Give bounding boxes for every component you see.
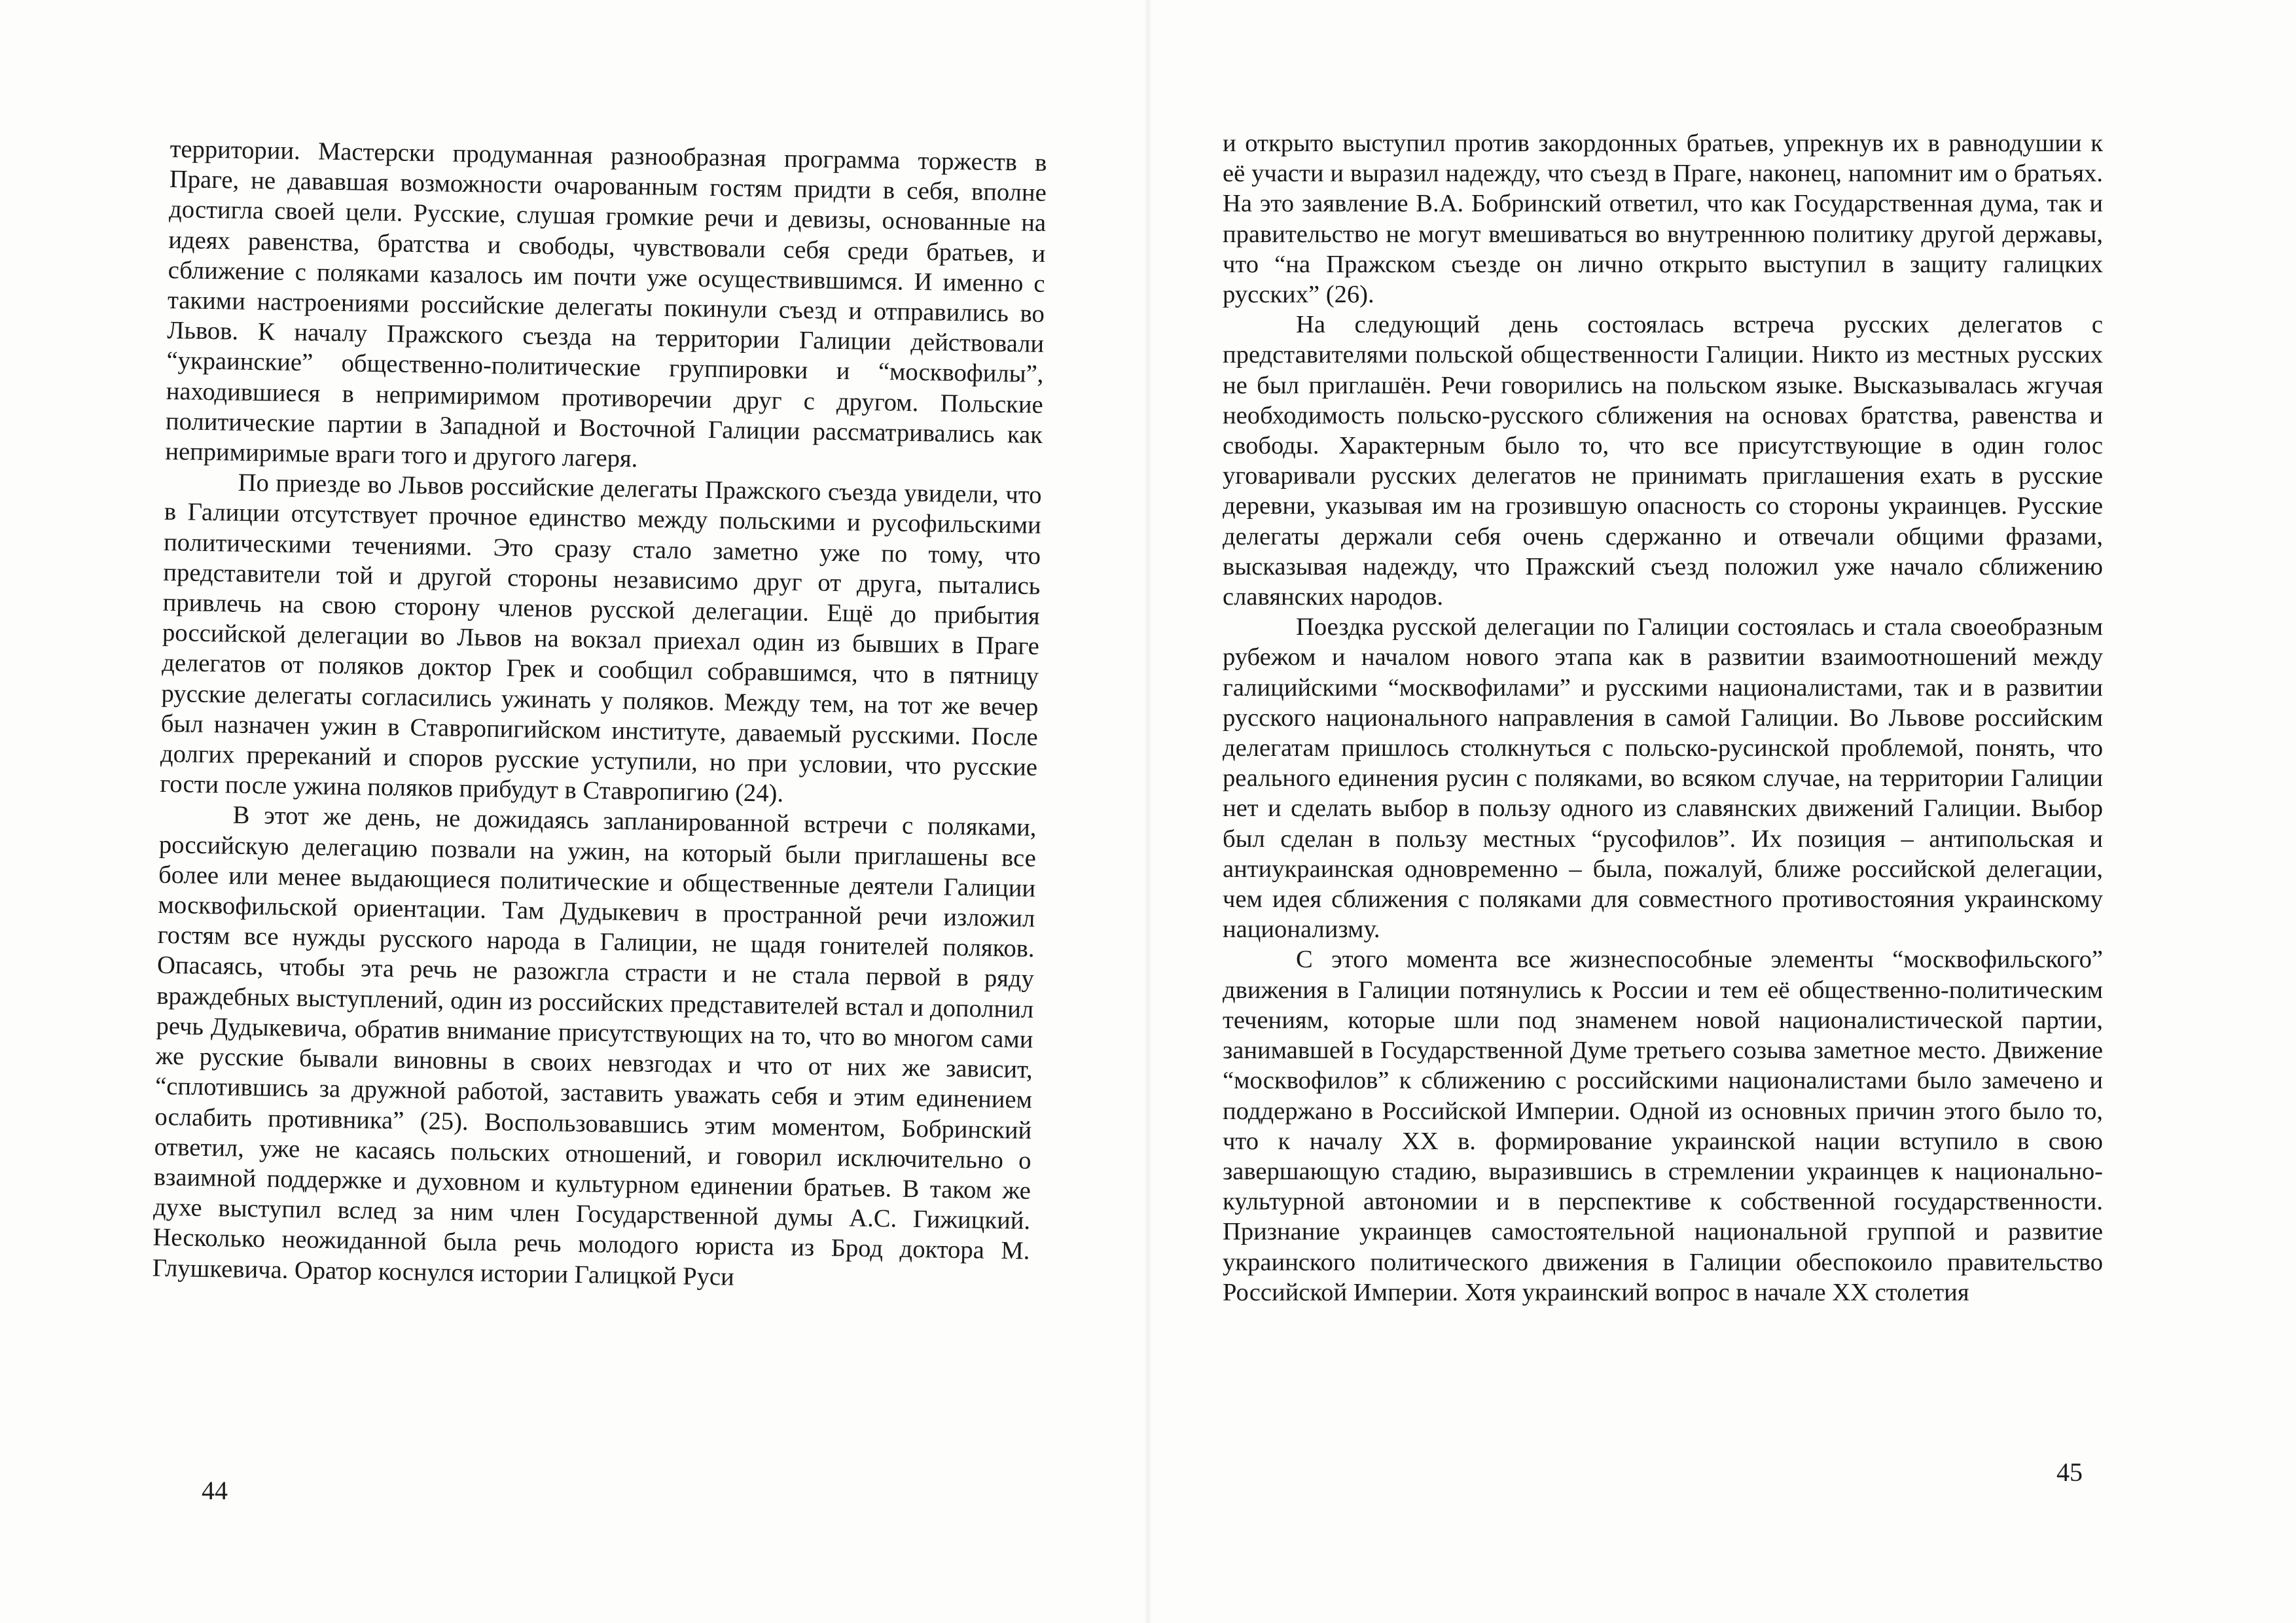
- right-paragraph-3: Поездка русской делегации по Галиции состоялась и стала своеобразным рубежом и началом нового этапа как в развитии взаимоотношений между галицийскими “москвофилами” и русскими националистами, так и в развитии русского национального направления в самой Галиции. Во Львове российским делегатам пришлось столкнуться с польско-русинской проблемой, понять, что реального единения русин с поляками, во всяком случае, на территории Галиции нет и сделать выбор в пользу одного из славянских движений Галиции. Выбор был сделан в пользу местных “русофилов”. Их позиция – антипольская и антиукраинская одновременно – была, пожалуй, ближе российской делегации, чем идея сближения с поляками для совместного противостояния украинскому национализму.: [1223, 613, 2103, 944]
- right-page: [1223, 128, 2103, 1308]
- book-gutter: [1144, 0, 1152, 1623]
- left-paragraph-3: В этот же день, не дожидаясь запланированной встречи с поляками, российскую делегацию позвали на ужин, на который были приглашены все более или менее выдающиеся политические и общественные деятели Галиции москвофильской ориентации. Там Дудыкевич в пространной речи изложил гостям все нужды русского народа в Галиции, не щадя гонителей поляков. Опасаясь, чтобы эта речь не разожгла страсти и не стала первой в ряду враждебных выступлений, один из российских представителей встал и дополнил речь Дудыкевича, обратив внимание присутствующих на то, что во многом сами же русские бывали виновны в своих невзгодах и что от них же зависит, “сплотившись за дружной работой, заставить уважать себя и этим единением ослабить противника” (25). Воспользовавшись этим моментом, Бобринский ответил, уже не касаясь польских отношений, и говорил исключительно о взаимной поддержке и духовном и культурном единении братьев. В таком же духе выступил вслед за ним член Государственной думы А.С. Гижицкий. Несколько неожиданной была речь молодого юриста из Брод доктора М. Глушкевича. Оратор коснулся истории Галицкой Руси: [152, 802, 1037, 1291]
- right-paragraph-4: С этого момента все жизнеспособные элементы “москвофильского” движения в Галиции потянулись к России и тем её общественно-политическим течениям, которые шли под знаменем новой националистической партии, занимавшей в Государственной Думе третьего созыва заметное место. Движение “москвофилов” к сближению с российскими националистами было замечено и поддержано в Российской Империи. Одной из основных причин этого было то, что к началу XX в. формирование украинской нации вступило в свою завершающую стадию, выразившись в стремлении украинцев к национально-культурной автономии и в перспективе к собственной государственности. Признание украинцев самостоятельной национальной группой и развитие украинского политического движения в Галиции обеспокоило правительство Российской Империи. Хотя украинский вопрос в начале XX столетия: [1223, 946, 2103, 1306]
- right-page-number: 45: [2056, 1457, 2083, 1487]
- right-paragraph-2: На следующий день состоялась встреча русских делегатов с представителями польской общественности Галиции. Никто из местных русских не был приглашён. Речи говорились на польском языке. Высказывалась жгучая необходимость польско-русского сближения на основах братства, равенства и свободы. Характерным было то, что все присутствующие в один голос уговаривали русских делегатов не принимать приглашения ехать в русские деревни, указывая им на грозившую опасность со стороны украинцев. Русские делегаты держали себя очень сдержанно и отвечали общими фразами, высказывая надежду, что Пражский съезд положил уже начало сближению славянских народов.: [1223, 311, 2103, 611]
- left-page-number: 44: [202, 1476, 228, 1505]
- left-page: [152, 134, 1047, 1297]
- left-paragraph-2: По приезде во Львов российские делегаты Пражского съезда увидели, что в Галиции отсутствует прочное единство между польскими и русофильскими политическими течениями. Это сразу стало заметно уже по тому, что представители той и другой стороны независимо друг от друга, пытались привлечь на свою сторону членов русской делегации. Ещё до прибытия российской делегации во Львов на вокзал приехал один из бывших в Праге делегатов от поляков доктор Грек и сообщил собравшимся, что в пятницу русские делегаты согласились ужинать у поляков. Между тем, на тот же вечер был назначен ужин в Ставропигийском институте, даваемый русскими. После долгих пререканий и споров русские уступили, но при условии, что русские гости после ужина поляков прибудут в Ставропигию (24).: [160, 469, 1042, 808]
- right-paragraph-1: и открыто выступил против закордонных братьев, упрекнув их в равнодушии к её участи и выразил надежду, что съезд в Праге, наконец, напомнит им о братьях. На это заявление В.А. Бобринский ответил, что как Государственная дума, так и правительство не могут вмешиваться во внутреннюю политику другой державы, что “на Пражском съезде он лично открыто выступил в защиту галицких русских” (26).: [1223, 130, 2103, 309]
- left-paragraph-1: территории. Мастерски продуманная разнообразная программа торжеств в Праге, не дававшая возможности очарованным гостям придти в себя, вполне достигла своей цели. Русские, слушая громкие речи и девизы, основанные на идеях равенства, братства и свободы, чувствовали себя среди братьев, и сближение с поляками казалось им почти уже осуществившимся. И именно с такими настроениями российские делегаты покинули съезд и отправились во Львов. К началу Пражского съезда на территории Галиции действовали “украинские” общественно-политические группировки и “москвофилы”, находившиеся в непримиримом противоречии друг с другом. Польские политические партии в Западной и Восточной Галиции рассматривались как непримиримые враги того и другого лагеря.: [165, 135, 1047, 473]
